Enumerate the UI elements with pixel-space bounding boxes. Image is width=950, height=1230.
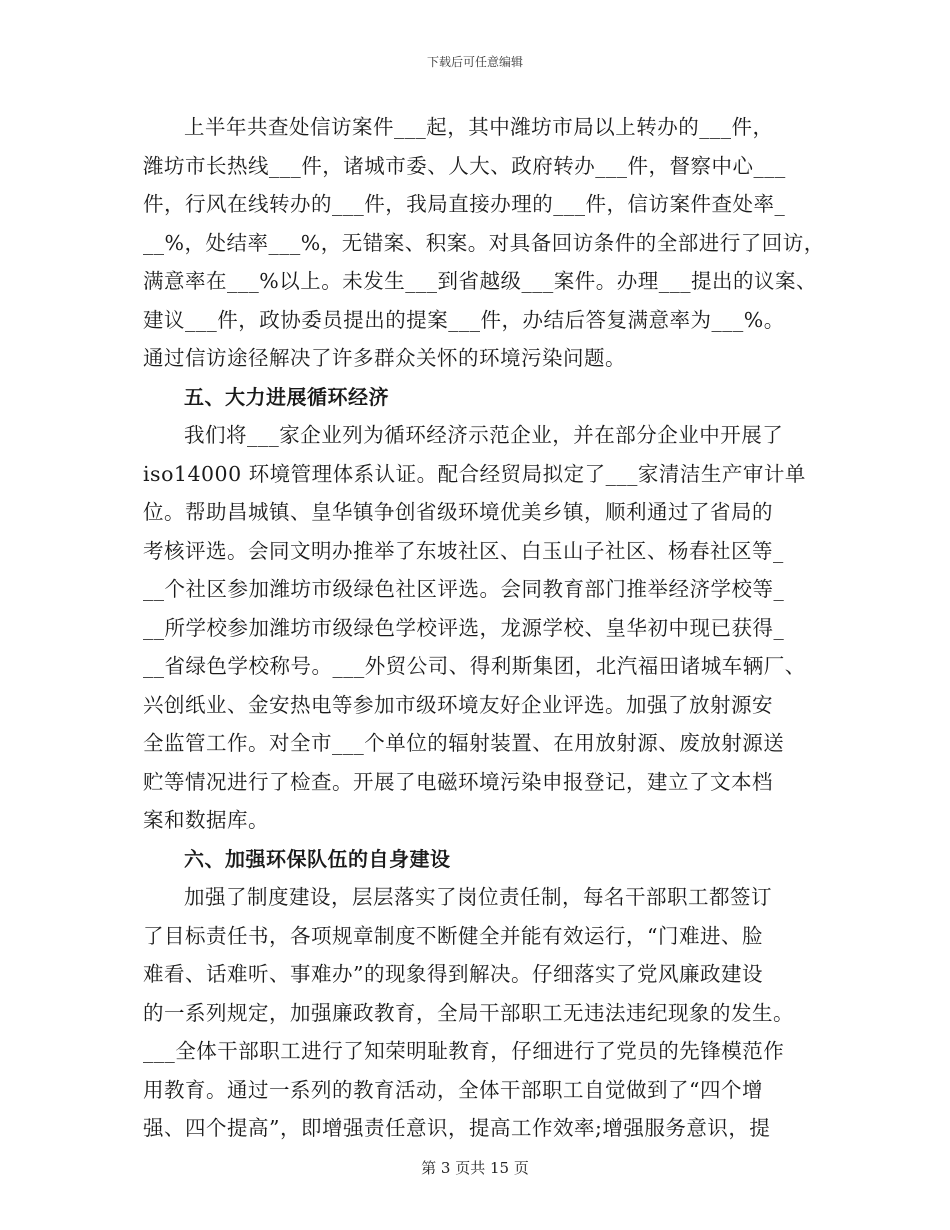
text-line: 我们将___家企业列为循环经济示范企业，并在部分企业中开展了 (184, 423, 784, 447)
section-heading: 五、大力进展循环经济 (184, 384, 389, 409)
page-footer: 第 3 页共 15 页 (421, 1159, 529, 1177)
text-line: __省绿色学校称号。___外贸公司、得利斯集团，北汽福田诸城车辆厂、 (143, 654, 806, 678)
text-line: 用教育。通过一系列的教育活动，全体干部职工自觉做到了“四个增 (143, 1077, 763, 1102)
text-line: 了目标责任书，各项规章制度不断健全并能有效运行，“门难进、脸 (143, 923, 763, 948)
text-line: 强、四个提高”，即增强责任意识，提高工作效率;增强服务意识，提 (143, 1116, 771, 1140)
document-body (143, 108, 825, 1148)
text-line: __所学校参加潍坊市级绿色学校评选，龙源学校、皇华初中现已获得_ (143, 615, 785, 640)
text-line: 全监管工作。对全市___个单位的辐射装置、在用放射源、废放射源送 (143, 731, 785, 755)
text-line: __个社区参加潍坊市级绿色社区评选。会同教育部门推举经济学校等_ (143, 577, 785, 601)
text-line: 位。帮助昌城镇、皇华镇争创省级环境优美乡镇，顺利通过了省局的 (143, 500, 773, 524)
section-heading: 六、加强环保队伍的自身建设 (184, 846, 451, 871)
text-line: 建议___件，政协委员提出的提案___件，办结后答复满意率为___%。 (143, 307, 785, 332)
text-line: 潍坊市长热线___件，诸城市委、人大、政府转办___件，督察中心___ (143, 153, 786, 178)
text-line: 加强了制度建设，层层落实了岗位责任制，每名干部职工都签订 (184, 885, 772, 909)
text-line: 兴创纸业、金安热电等参加市级环境友好企业评选。加强了放射源安 (143, 692, 773, 717)
text-line: __%，处结率___%，无错案、积案。对具备回访条件的全部进行了回访， (143, 230, 825, 255)
text-line: 满意率在___%以上。未发生___到省越级___案件。办理___提出的议案、 (143, 269, 817, 293)
page-header: 下载后可任意编辑 (426, 55, 523, 69)
text-line: 考核评选。会同文明办推举了东坡社区、白玉山子社区、杨春社区等_ (143, 538, 784, 563)
text-line: 上半年共查处信访案件___起，其中潍坊市局以上转办的___件， (184, 115, 774, 139)
text-line: 件，行风在线转办的___件，我局直接办理的___件，信访案件查处率_ (143, 192, 786, 216)
text-line: 难看、话难听、事难办”的现象得到解决。仔细落实了党风廉政建设 (143, 962, 763, 986)
text-line: 案和数据库。 (143, 808, 269, 832)
text-line: 贮等情况进行了检查。开展了电磁环境污染申报登记，建立了文本档 (143, 769, 773, 794)
text-line: 的一系列规定，加强廉政教育，全局干部职工无违法违纪现象的发生。 (143, 1000, 794, 1025)
text-line: ___全体干部职工进行了知荣明耻教育，仔细进行了党员的先锋模范作 (143, 1039, 785, 1063)
text-line: iso14000 环境管理体系认证。配合经贸局拟定了___家清洁生产审计单 (143, 461, 806, 486)
text-line: 通过信访途径解决了许多群众关怀的环境污染问题。 (143, 346, 626, 370)
